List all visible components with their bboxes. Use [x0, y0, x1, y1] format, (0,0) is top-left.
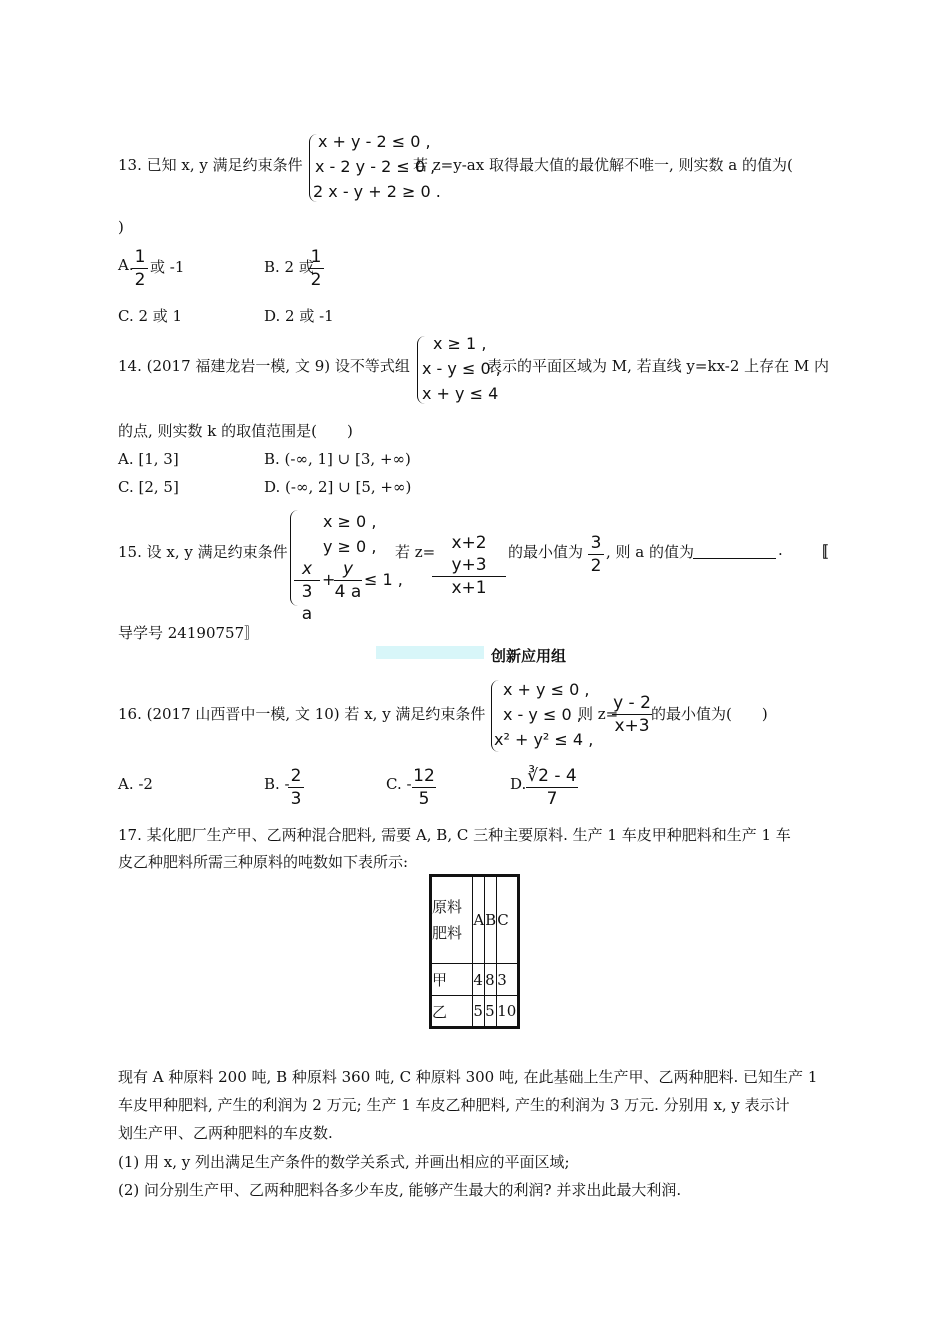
fraction-numerator: x — [301, 559, 313, 579]
header-bottom-label: 肥料 — [432, 924, 463, 942]
raw-material-table — [429, 874, 520, 1029]
q14-option-b: B. (-∞, 1] ∪ [3, +∞) — [264, 450, 411, 468]
fraction-denominator: 3 — [290, 789, 302, 809]
q15-constraint-3-rhs: ≤ 1 , — [364, 570, 403, 589]
q14-constraint-1: x ≥ 1 , — [433, 334, 487, 353]
q15-plus-sign: + — [322, 570, 336, 589]
q16-prefix: 16. (2017 山西晋中一模, 文 10) 若 x, y 满足约束条件 — [118, 705, 486, 723]
q17-line-2: 皮乙种肥料所需三种原料的吨数如下表所示: — [118, 853, 409, 871]
q15-z-label: 若 z= — [395, 543, 436, 561]
fraction-denominator: x+1 — [451, 578, 487, 598]
fraction-numerator: 3 — [590, 533, 602, 553]
q13-close-paren: ) — [118, 218, 124, 236]
q16-option-b-prefix: B. - — [264, 775, 290, 793]
fraction-denominator: 2 — [310, 270, 322, 290]
table-header-row — [431, 876, 519, 964]
q13-constraint-2: x - 2 y - 2 ≤ 0 , — [315, 157, 436, 176]
q15-prefix: 15. 设 x, y 满足约束条件 — [118, 543, 288, 561]
q15-constraint-2: y ≥ 0 , — [323, 537, 377, 556]
q13-prefix: 13. 已知 x, y 满足约束条件 — [118, 156, 303, 174]
q13-option-d: D. 2 或 -1 — [264, 307, 334, 325]
table-cell: 5 — [485, 996, 497, 1028]
q17-paragraph-1: 现有 A 种原料 200 吨, B 种原料 360 吨, C 种原料 300 吨, 在此基础上生产甲、乙两种肥料. 已知生产 1 — [118, 1068, 818, 1086]
q15-z-fraction — [432, 532, 506, 599]
header-top-label: 原料 — [432, 898, 463, 916]
q15-fraction-x-over-3a — [294, 558, 320, 625]
q14-option-d: D. (-∞, 2] ∪ [5, +∞) — [264, 478, 412, 496]
q17-paragraph-2: 车皮甲种肥料, 产生的利润为 2 万元; 生产 1 车皮乙种肥料, 产生的利润为 3 万元. 分别用 x, y 表示计 — [118, 1096, 790, 1114]
q15-mid-text: 的最小值为 — [508, 543, 584, 561]
fraction-numerator: 2 — [290, 766, 302, 786]
q17-sub-question-2: (2) 问分别生产甲、乙两种肥料各多少车皮, 能够产生最大的利润? 并求出此最大利润. — [118, 1181, 682, 1199]
q15-end: . — [778, 541, 783, 559]
q16-option-d-prefix: D. — [510, 775, 527, 793]
q16-option-a: A. -2 — [118, 775, 153, 793]
fraction-numerator: 1 — [310, 247, 322, 267]
q13-constraint-3: 2 x - y + 2 ≥ 0 . — [313, 182, 441, 201]
table-corner-cell — [431, 876, 473, 964]
q14-stem: 表示的平面区域为 M, 若直线 y=kx-2 上存在 M 内 — [487, 357, 830, 375]
q16-option-c-fraction — [412, 765, 436, 810]
q13-option-b-prefix: B. 2 或 — [264, 258, 314, 276]
row-label: 乙 — [431, 996, 473, 1028]
fraction-denominator: 2 — [590, 556, 602, 576]
fraction-denominator: 2 — [134, 270, 146, 290]
table-cell: 5 — [473, 996, 485, 1028]
q14-stem-2: 的点, 则实数 k 的取值范围是( ) — [118, 422, 353, 440]
column-header: A — [473, 876, 485, 964]
section-title: 创新应用组 — [491, 648, 567, 665]
fraction-denominator: x+3 — [614, 716, 650, 736]
q16-constraint-1: x + y ≤ 0 , — [503, 680, 590, 699]
table-cell: 10 — [497, 996, 519, 1028]
q15-tail: , 则 a 的值为 — [606, 543, 695, 561]
q13-option-a-prefix: A. — [118, 256, 134, 274]
q15-ref-open: 〚 — [813, 543, 829, 561]
q16-z-label: 则 z= — [578, 705, 619, 723]
table-cell: 8 — [485, 964, 497, 996]
fraction-numerator: 12 — [413, 766, 435, 786]
fraction-denominator: 3 a — [301, 582, 313, 624]
q13-option-b-fraction — [308, 246, 324, 291]
column-header: C — [497, 876, 519, 964]
section-title-highlight — [376, 646, 484, 659]
q17-line-1: 17. 某化肥厂生产甲、乙两种混合肥料, 需要 A, B, C 三种主要原料. 生产 1 车皮甲种肥料和生产 1 车 — [118, 826, 791, 844]
table-cell: 4 — [473, 964, 485, 996]
q15-answer-blank — [693, 558, 776, 559]
q14-constraint-2: x - y ≤ 0 , — [422, 359, 501, 378]
fraction-numerator: y — [342, 559, 354, 579]
fraction-numerator: ∛2 - 4 — [527, 766, 577, 786]
q14-option-c: C. [2, 5] — [118, 478, 179, 496]
q15-ref-line: 导学号 24190757〛 — [118, 624, 260, 642]
q17-paragraph-3: 划生产甲、乙两种肥料的车皮数. — [118, 1124, 333, 1142]
row-label: 甲 — [431, 964, 473, 996]
table-row — [431, 996, 519, 1028]
q13-constraint-1: x + y - 2 ≤ 0 , — [318, 132, 431, 151]
q15-constraint-1: x ≥ 0 , — [323, 512, 377, 531]
fraction-numerator: 1 — [134, 247, 146, 267]
q16-option-c-prefix: C. - — [386, 775, 412, 793]
q16-option-d-fraction — [526, 765, 578, 810]
fraction-numerator: y - 2 — [613, 693, 651, 713]
fraction-denominator: 4 a — [334, 582, 362, 602]
table-cell: 3 — [497, 964, 519, 996]
q14-option-a: A. [1, 3] — [118, 450, 179, 468]
q14-constraint-3: x + y ≤ 4 — [422, 384, 499, 403]
q13-option-a-suffix: 或 -1 — [150, 258, 185, 276]
q16-z-fraction — [612, 692, 652, 737]
fraction-denominator: 7 — [546, 789, 558, 809]
q13-stem: 若 z=y-ax 取得最大值的最优解不唯一, 则实数 a 的值为( — [413, 156, 793, 174]
q17-sub-question-1: (1) 用 x, y 列出满足生产条件的数学关系式, 并画出相应的平面区域; — [118, 1153, 570, 1171]
q13-option-a-fraction — [132, 246, 148, 291]
fraction-numerator: x+2 y+3 — [451, 533, 487, 575]
q15-fraction-y-over-4a — [334, 558, 362, 603]
table-row — [431, 964, 519, 996]
q13-option-c: C. 2 或 1 — [118, 307, 183, 325]
q16-option-b-fraction — [288, 765, 304, 810]
q15-min-fraction — [588, 532, 604, 577]
q16-constraint-3: x² + y² ≤ 4 , — [494, 730, 594, 749]
q16-tail: 的最小值为( ) — [651, 705, 768, 723]
q16-constraint-2: x - y ≤ 0 , — [503, 705, 582, 724]
fraction-denominator: 5 — [418, 789, 430, 809]
column-header: B — [485, 876, 497, 964]
q14-prefix: 14. (2017 福建龙岩一模, 文 9) 设不等式组 — [118, 357, 410, 375]
